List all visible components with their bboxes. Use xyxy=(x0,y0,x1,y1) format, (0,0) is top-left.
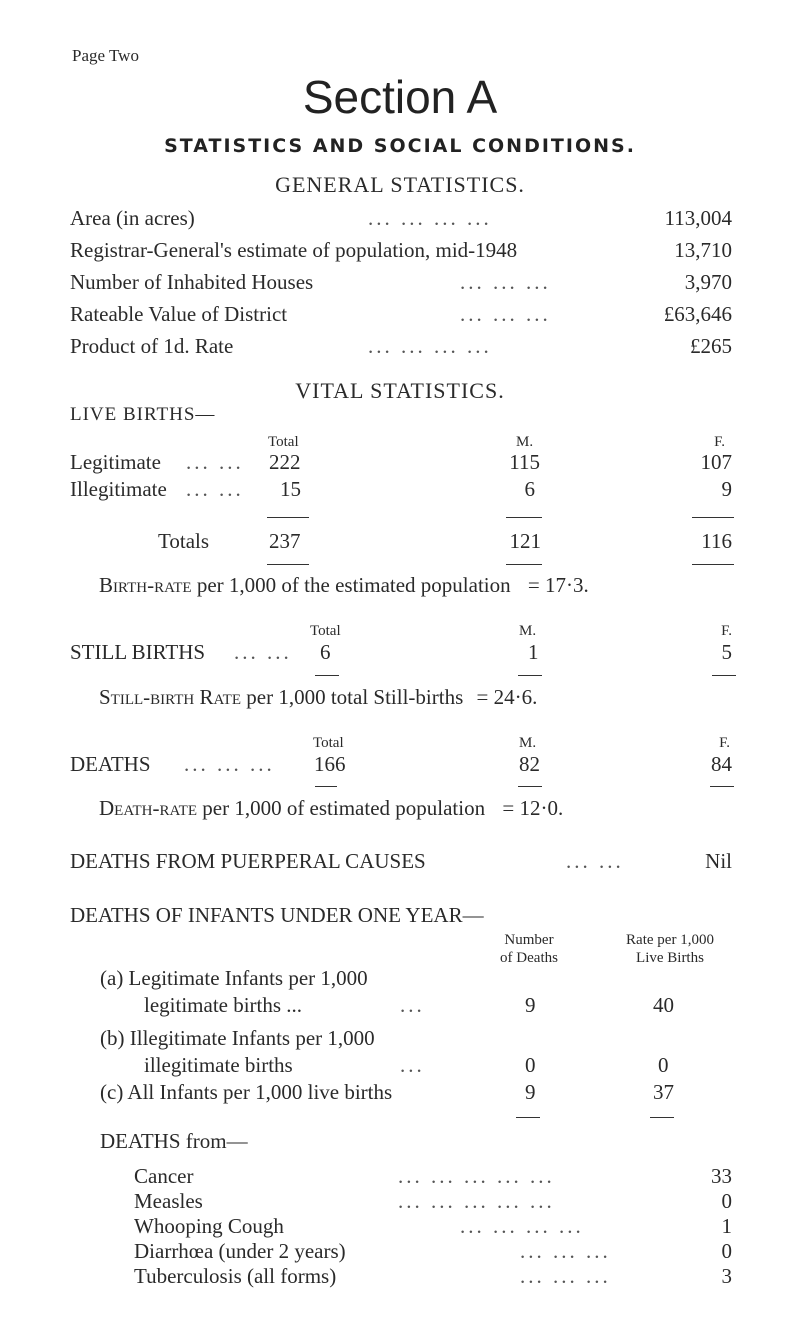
puerperal-value: Nil xyxy=(705,849,732,873)
divider xyxy=(315,786,337,787)
col-total-header: Total xyxy=(268,434,299,450)
death-rate-value: = 12·0. xyxy=(502,796,564,820)
still-birth-rate-value: = 24·6. xyxy=(476,685,538,709)
death-rate-label: Death-rate xyxy=(99,796,197,820)
general-row-label: Area (in acres) xyxy=(70,206,195,230)
still-col-f-header: F. xyxy=(721,623,732,639)
section-subtitle: STATISTICS AND SOCIAL CONDITIONS. xyxy=(164,135,636,157)
deaths-label: DEATHS xyxy=(70,752,151,776)
cause-label: Cancer xyxy=(134,1164,194,1188)
general-row-value: 113,004 xyxy=(664,206,732,230)
still-birth-rate-label: Still-birth Rate xyxy=(99,685,242,709)
col-rate-header: Rate per 1,000 xyxy=(626,932,714,948)
cause-value: 33 xyxy=(711,1164,732,1188)
infant-row-line1: (c) All Infants per 1,000 live births xyxy=(100,1080,393,1104)
divider xyxy=(692,517,734,518)
live-births-row-label: Illegitimate xyxy=(70,477,167,501)
cause-value: 0 xyxy=(721,1239,732,1263)
col-number-header: of Deaths xyxy=(500,950,558,966)
divider xyxy=(518,786,542,787)
deaths-total: 166 xyxy=(314,752,346,776)
infant-row-rate: 37 xyxy=(653,1080,674,1104)
death-rate-line xyxy=(99,796,563,821)
deaths-f: 84 xyxy=(711,752,732,776)
still-births-label: STILL BIRTHS xyxy=(70,640,206,664)
deaths-from-heading: DEATHS from— xyxy=(100,1129,248,1153)
section-title: Section A xyxy=(302,71,498,123)
infant-row-number: 9 xyxy=(525,1080,536,1104)
divider xyxy=(692,564,734,565)
divider xyxy=(516,1117,540,1118)
still-births-total: 6 xyxy=(320,640,331,664)
live-births-row-label: Legitimate xyxy=(70,450,161,474)
infant-row-number: 9 xyxy=(525,993,536,1017)
general-row-value: 13,710 xyxy=(674,238,732,262)
infant-row-number: 0 xyxy=(525,1053,536,1077)
infant-row-line2: legitimate births ... xyxy=(144,993,303,1017)
general-row-dots: ... ... ... ... xyxy=(368,206,492,230)
page-label: Page Two xyxy=(72,46,139,65)
live-births-row-dots: ... ... xyxy=(186,477,244,501)
birth-rate-line xyxy=(99,573,589,598)
birth-rate-label: Birth-rate xyxy=(99,573,192,597)
cause-label: Diarrhœa (under 2 years) xyxy=(134,1239,346,1263)
still-birth-rate-text: per 1,000 total Still-births xyxy=(246,685,464,709)
general-row-label: Product of 1d. Rate xyxy=(70,334,234,358)
deaths-col-m-header: M. xyxy=(519,735,537,751)
divider xyxy=(267,564,309,565)
divider xyxy=(712,675,736,676)
live-births-m: 115 xyxy=(509,450,540,474)
divider xyxy=(710,786,734,787)
col-m-header: M. xyxy=(516,434,534,450)
live-births-f: 107 xyxy=(700,450,732,474)
infant-row-dots: ... xyxy=(400,1053,425,1077)
puerperal-label: DEATHS FROM PUERPERAL CAUSES xyxy=(70,849,426,873)
general-row-label: Number of Inhabited Houses xyxy=(70,270,314,294)
birth-rate-text: per 1,000 of the estimated population xyxy=(196,573,511,597)
cause-dots: ... ... ... ... ... xyxy=(398,1164,555,1188)
vital-statistics-heading: VITAL STATISTICS. xyxy=(295,378,505,403)
cause-value: 0 xyxy=(721,1189,732,1213)
general-row-dots: ... ... ... ... xyxy=(368,334,492,358)
still-col-total-header: Total xyxy=(310,623,341,639)
divider xyxy=(267,517,309,518)
infant-row-line1: (b) Illegitimate Infants per 1,000 xyxy=(100,1026,375,1050)
live-births-f: 9 xyxy=(721,477,732,501)
general-statistics-heading: GENERAL STATISTICS. xyxy=(275,172,525,197)
death-rate-text: per 1,000 of estimated population xyxy=(202,796,486,820)
cause-dots: ... ... ... ... xyxy=(460,1214,584,1238)
live-births-total: 15 xyxy=(280,477,301,501)
deaths-m: 82 xyxy=(519,752,540,776)
general-row-dots: ... ... ... xyxy=(460,302,551,326)
infant-row-line2: illegitimate births xyxy=(144,1053,293,1077)
totals-m: 121 xyxy=(509,529,541,553)
divider xyxy=(650,1117,674,1118)
col-rate-header: Live Births xyxy=(636,950,704,966)
general-row-value: 3,970 xyxy=(684,270,732,294)
general-row-dots: ... ... ... xyxy=(460,270,551,294)
totals-label: Totals xyxy=(158,529,210,553)
general-row-value: £265 xyxy=(690,334,732,358)
deaths-col-f-header: F. xyxy=(719,735,730,751)
infants-heading: DEATHS OF INFANTS UNDER ONE YEAR— xyxy=(70,903,484,927)
live-births-total: 222 xyxy=(269,450,301,474)
divider xyxy=(506,517,542,518)
still-births-dots: ... ... xyxy=(234,640,292,664)
live-births-m: 6 xyxy=(524,477,535,501)
deaths-dots: ... ... ... xyxy=(184,752,275,776)
cause-label: Whooping Cough xyxy=(134,1214,284,1238)
general-row-label: Registrar-General's estimate of population, mid-1948 xyxy=(70,238,518,262)
divider xyxy=(315,675,339,676)
still-birth-rate-line xyxy=(99,685,537,710)
col-f-header: F. xyxy=(714,434,725,450)
infant-row-rate: 40 xyxy=(653,993,674,1017)
cause-value: 1 xyxy=(721,1214,732,1238)
cause-dots: ... ... ... ... ... xyxy=(398,1189,555,1213)
col-number-header: Number xyxy=(504,932,554,948)
cause-dots: ... ... ... xyxy=(520,1239,611,1263)
still-births-f: 5 xyxy=(721,640,732,664)
live-births-row-dots: ... ... xyxy=(186,450,244,474)
general-row-label: Rateable Value of District xyxy=(70,302,288,326)
cause-label: Tuberculosis (all forms) xyxy=(134,1264,337,1288)
still-col-m-header: M. xyxy=(519,623,537,639)
infant-row-dots: ... xyxy=(400,993,425,1017)
totals-f: 116 xyxy=(701,529,732,553)
deaths-col-total-header: Total xyxy=(313,735,344,751)
cause-label: Measles xyxy=(134,1189,203,1213)
still-births-m: 1 xyxy=(528,640,539,664)
puerperal-dots: ... ... xyxy=(566,849,624,873)
live-births-heading: LIVE BIRTHS— xyxy=(70,404,216,425)
infant-row-line1: (a) Legitimate Infants per 1,000 xyxy=(100,966,368,990)
totals-total: 237 xyxy=(269,529,301,553)
divider xyxy=(506,564,542,565)
general-row-value: £63,646 xyxy=(663,302,732,326)
cause-value: 3 xyxy=(721,1264,732,1288)
birth-rate-value: = 17·3. xyxy=(527,573,589,597)
cause-dots: ... ... ... xyxy=(520,1264,611,1288)
infant-row-rate: 0 xyxy=(658,1053,669,1077)
divider xyxy=(518,675,542,676)
